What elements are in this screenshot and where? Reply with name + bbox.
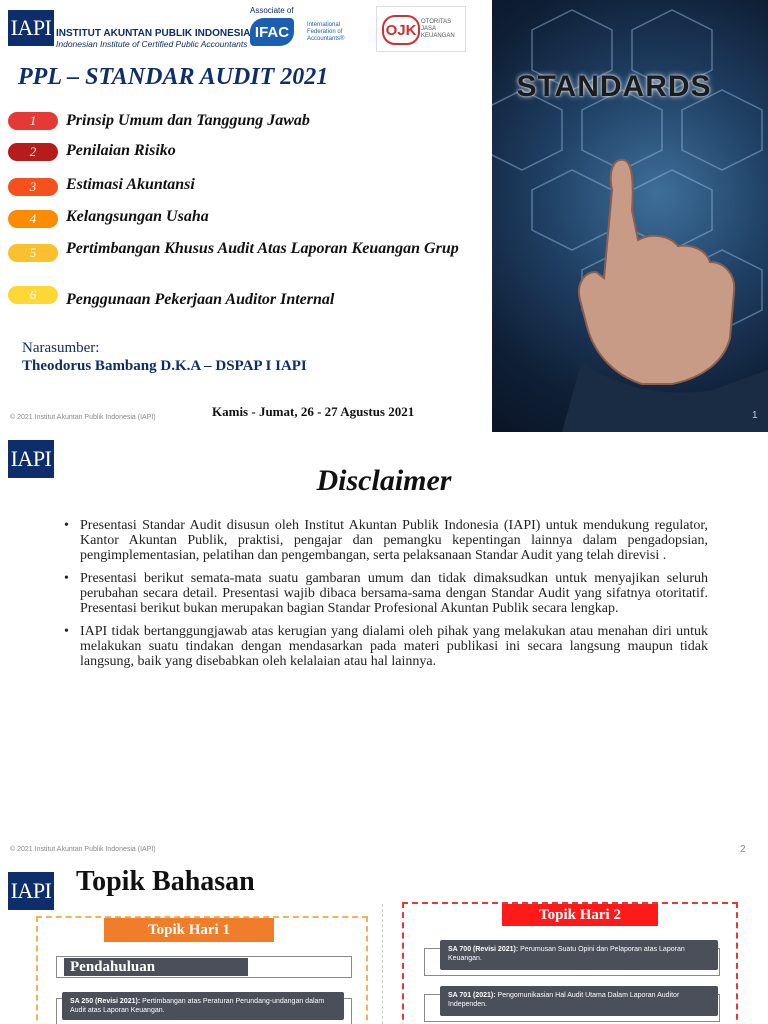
iapi-name-en: Indonesian Institute of Certified Public Accountants bbox=[56, 39, 248, 49]
bullet-char: • bbox=[64, 624, 69, 639]
bullet-char: • bbox=[64, 571, 69, 586]
topic-badge: 2 bbox=[8, 143, 58, 161]
topic-badge: 6 bbox=[8, 286, 58, 304]
ojk-logo-box bbox=[376, 6, 466, 52]
ifac-text: International Federation of Accountants® bbox=[307, 22, 345, 42]
slide-cover bbox=[0, 0, 768, 432]
slide-topics bbox=[0, 864, 768, 1024]
card-text: Pengomunikasian Hal Audit Utama Dalam Laporan Auditor Independen. bbox=[448, 992, 680, 1008]
day1-header: Topik Hari 1 bbox=[104, 918, 274, 942]
topic-badge: 1 bbox=[8, 112, 58, 130]
topic-badge: 3 bbox=[8, 178, 58, 196]
topic-badge: 4 bbox=[8, 210, 58, 228]
bullet-text: IAPI tidak bertanggungjawab atas kerugian yang dialami oleh pihak yang melakukan atau menahan diri untuk melakukan suatu tindakan dengan mendasarkan pada materi publikasi ini secara langsung maupun tidak langsung, baik yang disebabkan oleh kelalaian atau hal lainnya. bbox=[80, 624, 708, 669]
page-number: 2 bbox=[740, 844, 746, 855]
list-item bbox=[64, 624, 708, 669]
column-divider bbox=[382, 904, 383, 1024]
topic-label: Penggunaan Pekerjaan Auditor Internal bbox=[66, 291, 335, 308]
iapi-name bbox=[56, 28, 250, 50]
iapi-logo: IAPI bbox=[8, 10, 54, 46]
speaker-label: Narasumber: bbox=[22, 340, 100, 356]
associate-label: Associate of bbox=[250, 6, 294, 15]
ojk-logo: OJK bbox=[382, 15, 420, 45]
topics-title: Topik Bahasan bbox=[76, 866, 255, 897]
ojk-text-1: OTORITAS bbox=[421, 19, 452, 25]
day1-card-sa250 bbox=[62, 992, 344, 1020]
card-code: SA 701 (2021): bbox=[448, 992, 496, 999]
standards-hero-image bbox=[492, 0, 768, 432]
topic-label: Penilaian Risiko bbox=[66, 142, 176, 159]
ojk-text-2: JASA bbox=[421, 26, 437, 32]
copyright: © 2021 Institut Akuntan Publik Indonesia (IAPI) bbox=[10, 846, 156, 853]
day2-card-sa701 bbox=[440, 986, 718, 1016]
slide-disclaimer bbox=[0, 432, 768, 864]
iapi-logo: IAPI bbox=[8, 872, 54, 910]
card-code: SA 250 (Revisi 2021): bbox=[70, 998, 141, 1005]
slide-title: PPL – STANDAR AUDIT 2021 bbox=[18, 64, 329, 90]
hexagon-finger-illustration bbox=[492, 0, 768, 432]
speaker-name: Theodorus Bambang D.K.A – DSPAP I IAPI bbox=[22, 358, 307, 374]
page-number: 1 bbox=[752, 410, 758, 421]
topic-label: Kelangsungan Usaha bbox=[66, 208, 209, 225]
ifac-logo: IFAC bbox=[250, 18, 294, 46]
topic-badge: 5 bbox=[8, 244, 58, 262]
copyright: © 2021 Institut Akuntan Publik Indonesia (IAPI) bbox=[10, 414, 156, 421]
disclaimer-title: Disclaimer bbox=[316, 464, 452, 497]
card-code: SA 700 (Revisi 2021): bbox=[448, 946, 519, 953]
card-text: Pertimbangan atas Peraturan Perundang-undangan dalam Audit atas Laporan Keuangan. bbox=[70, 998, 325, 1014]
day2-card-sa700 bbox=[440, 940, 718, 970]
disclaimer-list bbox=[64, 518, 708, 677]
card-text: Perumusan Suatu Opini dan Pelaporan atas Laporan Keuangan. bbox=[448, 946, 685, 962]
topic-label: Estimasi Akuntansi bbox=[66, 176, 195, 193]
topic-label: Pertimbangan Khusus Audit Atas Laporan Keuangan Grup bbox=[66, 240, 459, 257]
iapi-name-id: INSTITUT AKUNTAN PUBLIK INDONESIA bbox=[56, 28, 251, 39]
bullet-char: • bbox=[64, 518, 69, 533]
ojk-text bbox=[421, 19, 455, 40]
standards-image-text: STANDARDS bbox=[516, 70, 712, 103]
iapi-logo: IAPI bbox=[8, 440, 54, 478]
intro-label: Pendahuluan bbox=[64, 958, 248, 976]
list-item bbox=[64, 518, 708, 563]
topic-label: Prinsip Umum dan Tanggung Jawab bbox=[66, 112, 310, 129]
ojk-text-3: KEUANGAN bbox=[421, 33, 455, 39]
day2-header: Topik Hari 2 bbox=[502, 904, 658, 926]
bullet-text: Presentasi Standar Audit disusun oleh Institut Akuntan Publik Indonesia (IAPI) untuk mendukung regulator, Kantor Akuntan Publik, praktisi, pengajar dan pemangku kepentingan lainnya dalam pengadopsian, pengimplementasian, pelatihan dan pengembangan, serta pelaksanaan Standar Audit yang telah direvisi . bbox=[80, 518, 708, 563]
bullet-text: Presentasi berikut semata-mata suatu gambaran umum dan tidak dimaksudkan untuk menyajikan seluruh perubahan secara detail. Presentasi wajib dibaca bersama-sama dengan Standar Audit yang sifatnya otoritatif. Presentasi berikut bukan merupakan bagian Standar Profesional Akuntan Publik secara lengkap. bbox=[80, 571, 708, 616]
list-item bbox=[64, 571, 708, 616]
event-date: Kamis - Jumat, 26 - 27 Agustus 2021 bbox=[212, 404, 415, 419]
